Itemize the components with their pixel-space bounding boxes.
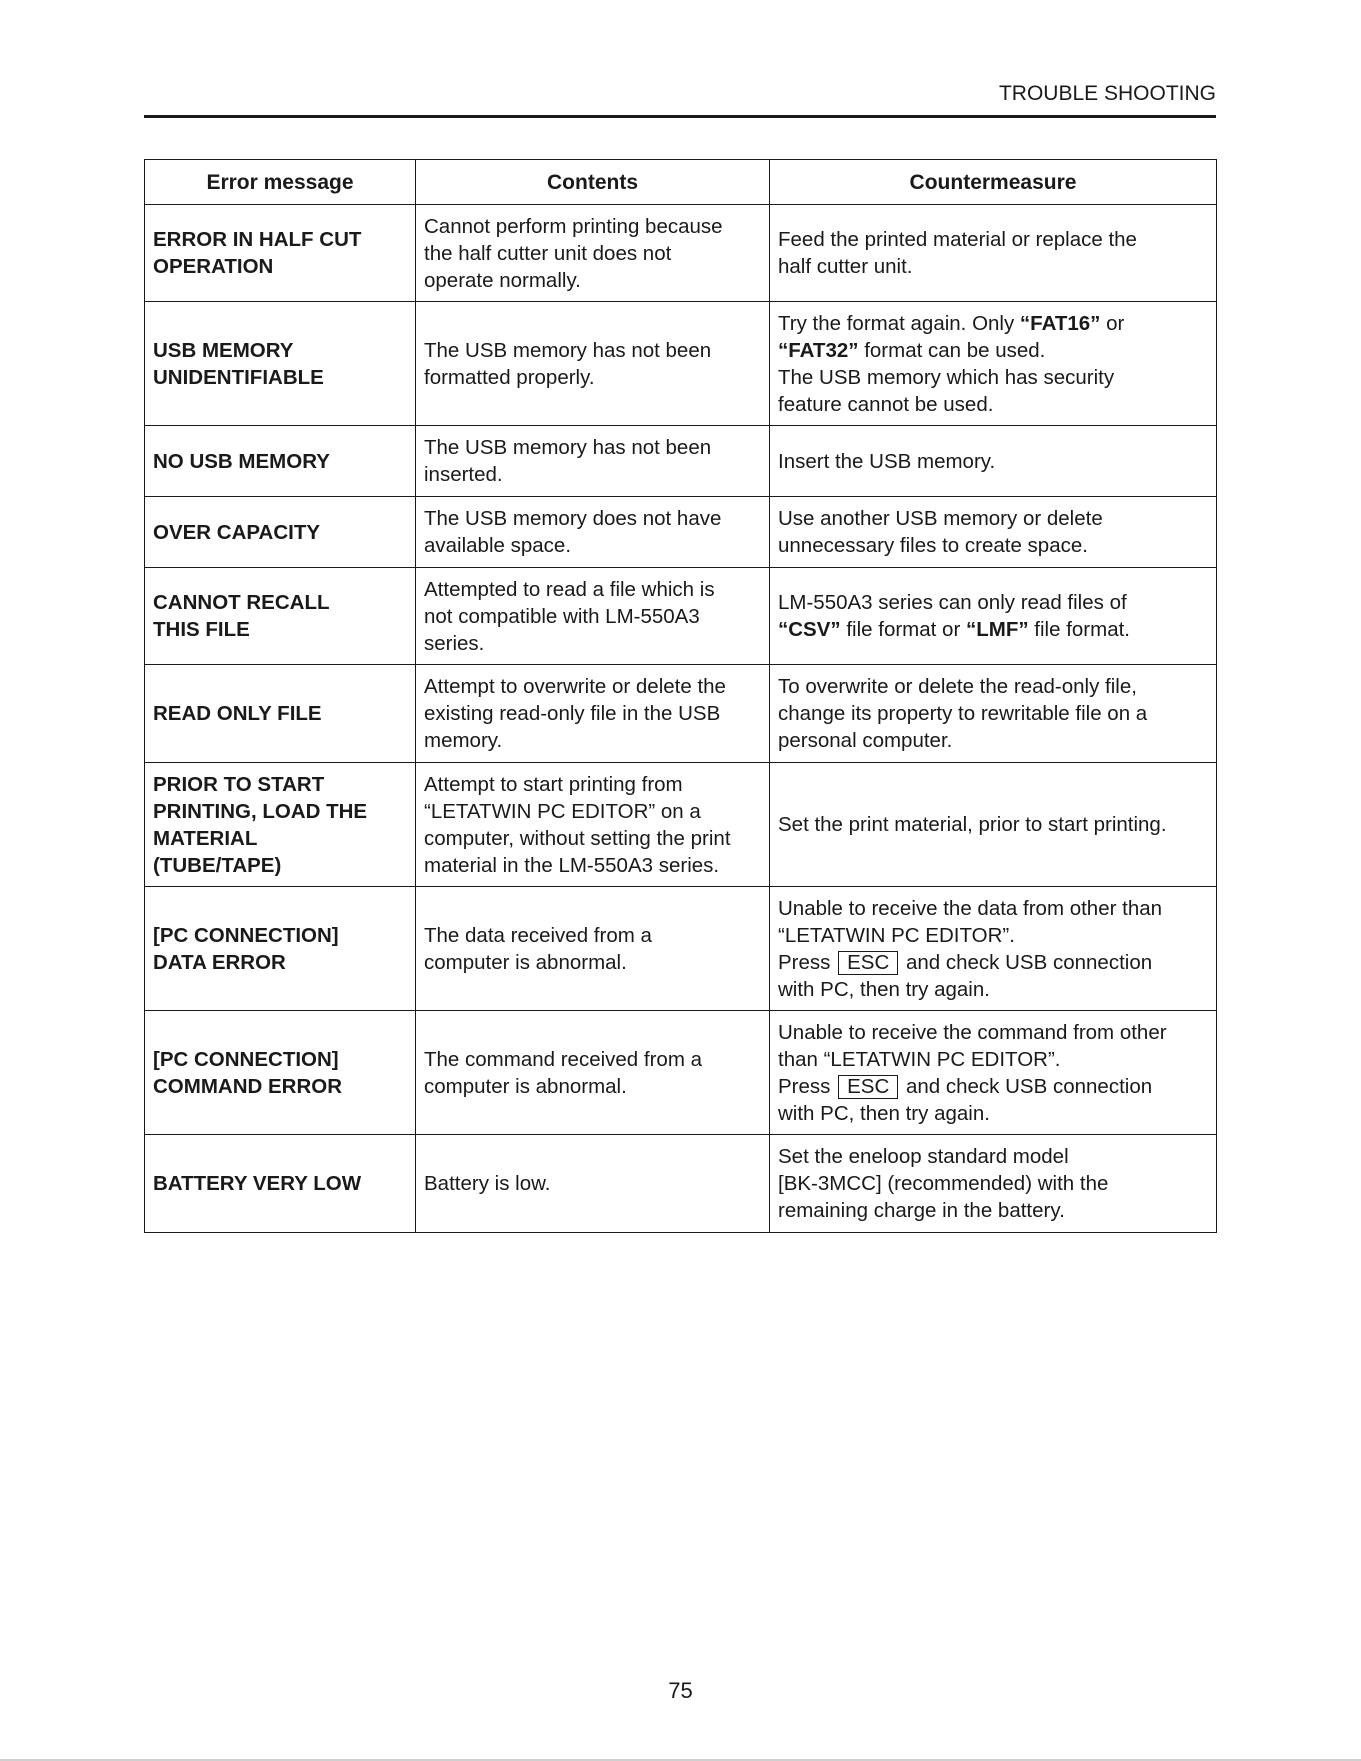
contents-cell: [416, 887, 770, 1011]
contents-line: The command received from a: [424, 1047, 703, 1071]
error-line: OPERATION: [153, 255, 274, 278]
contents-line: The USB memory does not have: [424, 507, 722, 530]
contents-line: inserted.: [424, 463, 503, 486]
error-line: BATTERY VERY LOW: [153, 1172, 362, 1195]
countermeasure-line: Unable to receive the command from other: [778, 1020, 1167, 1044]
error-line: PRINTING, LOAD THE: [153, 799, 368, 823]
contents-line: The USB memory has not been: [424, 338, 712, 362]
table-row: [145, 497, 1217, 568]
contents-line: available space.: [424, 534, 572, 557]
contents-line: existing read-only file in the USB: [424, 702, 721, 725]
countermeasure-cell: [770, 205, 1217, 302]
countermeasure-cell: [770, 497, 1217, 568]
contents-line: The data received from a: [424, 923, 652, 947]
table-header-row: [145, 160, 1217, 205]
contents-line: material in the LM-550A3 series.: [424, 853, 720, 877]
contents-line: memory.: [424, 729, 503, 752]
table-row: [145, 302, 1217, 426]
contents-cell: [416, 665, 770, 763]
contents-line: computer is abnormal.: [424, 950, 627, 974]
countermeasure-line: Use another USB memory or delete: [778, 507, 1103, 530]
table-row: [145, 426, 1217, 497]
contents-cell: [416, 426, 770, 497]
countermeasure-cell: [770, 887, 1217, 1011]
error-line: OVER CAPACITY: [153, 520, 321, 544]
contents-cell: [416, 497, 770, 568]
error-line: USB MEMORY: [153, 338, 294, 362]
countermeasure-line: personal computer.: [778, 729, 953, 752]
error-line: UNIDENTIFIABLE: [153, 365, 324, 389]
contents-line: computer is abnormal.: [424, 1074, 627, 1098]
table-row: [145, 205, 1217, 302]
error-message-cell: [145, 763, 416, 887]
countermeasure-cell: [770, 302, 1217, 426]
countermeasure-cell: [770, 665, 1217, 763]
table-row: [145, 1135, 1217, 1233]
section-title: TROUBLE SHOOTING: [998, 82, 1216, 105]
error-message-cell: [145, 205, 416, 302]
table-row: [145, 1011, 1217, 1135]
countermeasure-line: than “LETATWIN PC EDITOR”.: [778, 1047, 1061, 1071]
column-header-error-message: Error message: [145, 160, 416, 205]
table-row: [145, 568, 1217, 665]
error-line: (TUBE/TAPE): [153, 853, 282, 877]
format-name-csv: “CSV”: [778, 618, 841, 641]
column-header-contents: Contents: [416, 160, 770, 205]
countermeasure-line: Set the eneloop standard model: [778, 1145, 1069, 1168]
countermeasure-line: with PC, then try again.: [778, 977, 990, 1001]
countermeasure-line: To overwrite or delete the read-only file,: [778, 675, 1137, 698]
countermeasure-text: and check USB connection: [905, 1074, 1153, 1098]
error-line: ERROR IN HALF CUT: [153, 228, 362, 251]
countermeasure-line: [BK-3MCC] (recommended) with the: [778, 1172, 1109, 1195]
countermeasure-text: or: [1100, 311, 1125, 335]
contents-line: operate normally.: [424, 268, 581, 292]
countermeasure-cell: [770, 1135, 1217, 1233]
countermeasure-line: LM-550A3 series can only read files of: [778, 591, 1127, 614]
contents-line: Battery is low.: [424, 1172, 551, 1195]
error-message-cell: [145, 568, 416, 665]
countermeasure-line: Unable to receive the data from other than: [778, 896, 1163, 920]
countermeasure-text: Press: [778, 1074, 831, 1098]
countermeasure-cell: [770, 763, 1217, 887]
page-number: 75: [668, 1678, 693, 1703]
contents-line: Attempted to read a file which is: [424, 577, 715, 601]
error-message-cell: [145, 302, 416, 426]
contents-line: Cannot perform printing because: [424, 214, 723, 238]
error-line: [PC CONNECTION]: [153, 1047, 339, 1071]
error-line: THIS FILE: [153, 618, 250, 641]
contents-cell: [416, 302, 770, 426]
contents-cell: [416, 568, 770, 665]
contents-line: The USB memory has not been: [424, 436, 712, 459]
contents-line: “LETATWIN PC EDITOR” on a: [424, 799, 701, 823]
countermeasure-line: remaining charge in the battery.: [778, 1199, 1065, 1222]
contents-line: Attempt to start printing from: [424, 772, 683, 796]
error-line: [PC CONNECTION]: [153, 923, 339, 947]
error-line: READ ONLY FILE: [153, 702, 322, 725]
error-message-cell: [145, 665, 416, 763]
contents-cell: [416, 763, 770, 887]
countermeasure-line: change its property to rewritable file on a: [778, 702, 1148, 725]
error-message-cell: [145, 1135, 416, 1233]
countermeasure-text: file format or: [840, 618, 966, 641]
error-line: MATERIAL: [153, 826, 258, 850]
countermeasure-text: file format.: [1028, 618, 1130, 641]
header-rule: [144, 115, 1216, 118]
esc-key-label: ESC: [838, 1075, 898, 1099]
contents-line: the half cutter unit does not: [424, 241, 672, 265]
error-line: NO USB MEMORY: [153, 449, 330, 473]
countermeasure-text: and check USB connection: [905, 950, 1153, 974]
format-name-fat16: “FAT16”: [1019, 311, 1101, 335]
countermeasure-cell: [770, 426, 1217, 497]
countermeasure-cell: [770, 1011, 1217, 1135]
countermeasure-line: Set the print material, prior to start printing.: [778, 813, 1167, 836]
contents-line: series.: [424, 631, 485, 655]
countermeasure-cell: [770, 568, 1217, 665]
countermeasure-line: half cutter unit.: [778, 255, 913, 278]
error-message-cell: [145, 497, 416, 568]
column-header-countermeasure: Countermeasure: [770, 160, 1217, 205]
error-line: COMMAND ERROR: [153, 1074, 343, 1098]
contents-cell: [416, 1135, 770, 1233]
contents-cell: [416, 1011, 770, 1135]
countermeasure-line: The USB memory which has security: [778, 365, 1115, 389]
table-row: [145, 665, 1217, 763]
error-message-cell: [145, 1011, 416, 1135]
countermeasure-line: feature cannot be used.: [778, 392, 994, 416]
format-name-fat32: “FAT32”: [778, 338, 859, 362]
error-message-cell: [145, 426, 416, 497]
format-name-lmf: “LMF”: [965, 618, 1029, 641]
table-row: [145, 887, 1217, 1011]
contents-line: computer, without setting the print: [424, 826, 731, 850]
esc-key-label: ESC: [838, 951, 898, 975]
contents-cell: [416, 205, 770, 302]
error-message-cell: [145, 887, 416, 1011]
countermeasure-line: with PC, then try again.: [778, 1101, 990, 1125]
contents-line: Attempt to overwrite or delete the: [424, 675, 726, 698]
countermeasure-line: Feed the printed material or replace the: [778, 228, 1137, 251]
error-line: CANNOT RECALL: [153, 591, 330, 614]
contents-line: not compatible with LM-550A3: [424, 604, 700, 628]
countermeasure-line: unnecessary files to create space.: [778, 534, 1088, 557]
countermeasure-text: Press: [778, 950, 831, 974]
countermeasure-text: format can be used.: [858, 338, 1046, 362]
error-line: DATA ERROR: [153, 950, 286, 974]
troubleshooting-table: [144, 159, 1217, 1233]
error-line: PRIOR TO START: [153, 772, 325, 796]
countermeasure-line: Insert the USB memory.: [778, 449, 996, 473]
countermeasure-line: “LETATWIN PC EDITOR”.: [778, 923, 1015, 947]
countermeasure-text: Try the format again. Only: [778, 311, 1020, 335]
table-row: [145, 763, 1217, 887]
contents-line: formatted properly.: [424, 365, 595, 389]
